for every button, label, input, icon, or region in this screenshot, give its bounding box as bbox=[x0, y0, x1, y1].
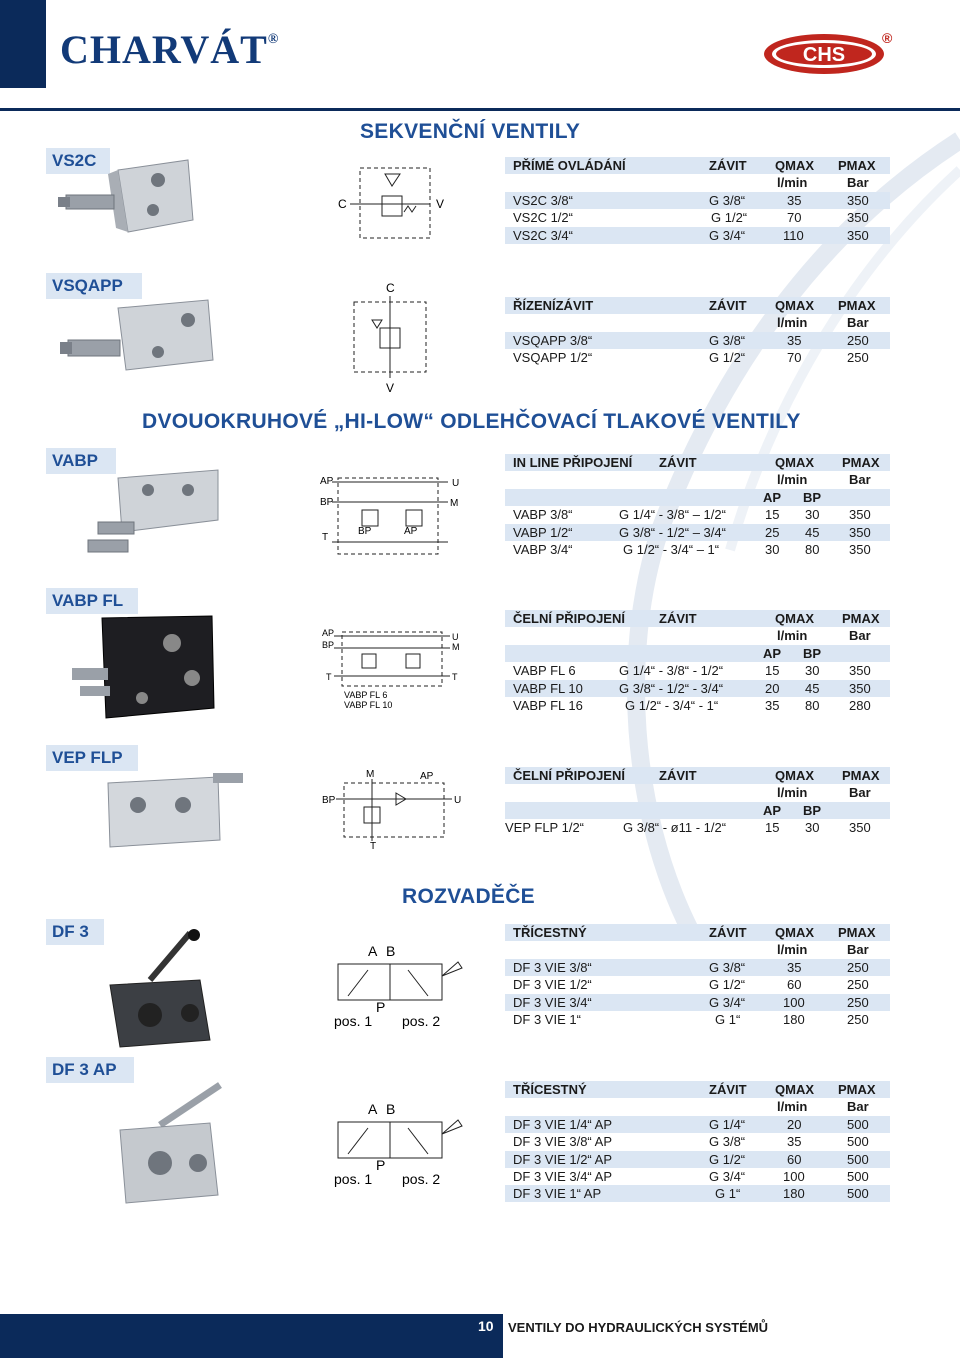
unit-qmax: l/min bbox=[777, 472, 808, 487]
page-number: 10 bbox=[478, 1318, 494, 1334]
unit-qmax: l/min bbox=[777, 942, 808, 957]
cell-qmax-bp: 80 bbox=[805, 542, 820, 557]
cell-type: DF 3 VIE 1“ AP bbox=[513, 1186, 602, 1201]
table-header-row bbox=[505, 767, 890, 784]
vep-flp-diagram-label-t: T bbox=[370, 841, 377, 852]
cell-type: VABP 3/8“ bbox=[513, 507, 573, 522]
table-row bbox=[505, 1185, 890, 1202]
cell-thread: G 3/8“ bbox=[709, 333, 746, 348]
vabp-fl-diagram-label-u: U bbox=[452, 632, 459, 642]
cell-qmax-ap: 15 bbox=[765, 663, 780, 678]
table-row bbox=[505, 524, 890, 541]
cell-pmax: 250 bbox=[847, 995, 869, 1010]
cell-pmax: 350 bbox=[849, 542, 871, 557]
col-header-thread: ZÁVIT bbox=[659, 768, 697, 783]
header-band bbox=[0, 0, 46, 88]
cell-type: DF 3 VIE 1/2“ bbox=[513, 977, 592, 992]
vabp-fl-diagram-label-t: T bbox=[326, 672, 332, 682]
cell-qmax: 70 bbox=[787, 350, 802, 365]
footer-bar bbox=[0, 1314, 503, 1358]
col-header-qmax: QMAX bbox=[775, 158, 814, 173]
product-tag-vep-flp: VEP FLP bbox=[46, 745, 138, 771]
subheader-ap: AP bbox=[763, 490, 782, 505]
subheader-ap: AP bbox=[763, 646, 782, 661]
cell-type: VABP FL 10 bbox=[513, 681, 583, 696]
col-header-qmax: QMAX bbox=[775, 925, 814, 940]
vsqapp-spec-table bbox=[505, 297, 890, 369]
cell-type: DF 3 VIE 3/8“ AP bbox=[513, 1134, 612, 1149]
col-header-type: TŘÍCESTNÝ bbox=[513, 925, 587, 940]
col-header-type: PŘÍMÉ OVLÁDÁNÍ bbox=[513, 158, 626, 173]
table-units-row bbox=[505, 314, 890, 331]
cell-pmax: 350 bbox=[849, 820, 871, 835]
df3-diagram-label-pos2: pos. 2 bbox=[402, 1013, 441, 1029]
cell-qmax: 110 bbox=[783, 228, 804, 243]
cell-thread: G 1/2“ bbox=[709, 977, 746, 992]
vabp-fl-hydraulic-diagram bbox=[320, 626, 464, 714]
cell-pmax: 500 bbox=[847, 1186, 869, 1201]
df3-hydraulic-diagram bbox=[328, 940, 468, 1030]
table-units-row bbox=[505, 941, 890, 958]
cell-thread: G 1/2“ bbox=[709, 350, 746, 365]
cell-thread: G 1/2“ - 3/4“ - 1“ bbox=[625, 698, 719, 713]
table-units-row bbox=[505, 784, 890, 801]
cell-pmax: 250 bbox=[847, 1012, 869, 1027]
cell-pmax: 250 bbox=[847, 977, 869, 992]
cell-type: VSQAPP 3/8“ bbox=[513, 333, 593, 348]
df3-ap-diagram-label-b: B bbox=[386, 1101, 396, 1117]
table-row bbox=[505, 994, 890, 1011]
vabp-fl-diagram-label-fl10: VABP FL 10 bbox=[344, 700, 393, 710]
cell-pmax: 350 bbox=[847, 210, 869, 225]
cell-type: DF 3 VIE 3/4“ bbox=[513, 995, 592, 1010]
unit-qmax: l/min bbox=[777, 1099, 808, 1114]
col-header-thread: ZÁVIT bbox=[709, 298, 747, 313]
subheader-bp: BP bbox=[803, 803, 822, 818]
cell-pmax: 280 bbox=[849, 698, 871, 713]
table-row bbox=[505, 662, 890, 679]
table-row bbox=[505, 209, 890, 226]
cell-pmax: 350 bbox=[849, 663, 871, 678]
vep-flp-diagram-label-u: U bbox=[454, 795, 462, 806]
cell-qmax-ap: 30 bbox=[765, 542, 780, 557]
cell-thread: G 1/4“ - 3/8“ – 1/2“ bbox=[619, 507, 726, 522]
cell-pmax: 500 bbox=[847, 1169, 869, 1184]
cell-qmax: 20 bbox=[787, 1117, 802, 1132]
table-row bbox=[505, 1011, 890, 1028]
vabp-fl-diagram-label-m: M bbox=[452, 642, 460, 652]
cell-qmax: 35 bbox=[787, 193, 802, 208]
vabp-diagram-label-bp2: BP bbox=[358, 526, 372, 537]
cell-qmax-bp: 30 bbox=[805, 663, 820, 678]
df3-spec-table bbox=[505, 924, 890, 1032]
unit-qmax: l/min bbox=[777, 315, 808, 330]
col-header-type: IN LINE PŘIPOJENÍ bbox=[513, 455, 633, 470]
table-row bbox=[505, 349, 890, 366]
cell-qmax: 35 bbox=[787, 1134, 802, 1149]
vabp-fl-spec-table bbox=[505, 610, 890, 716]
table-row bbox=[505, 959, 890, 976]
col-header-qmax: QMAX bbox=[775, 1082, 814, 1097]
cell-qmax: 100 bbox=[783, 995, 805, 1010]
product-tag-df3: DF 3 bbox=[46, 919, 104, 945]
cell-pmax: 350 bbox=[849, 507, 871, 522]
cell-thread: G 1/2“ bbox=[711, 210, 748, 225]
cell-qmax-bp: 80 bbox=[805, 698, 820, 713]
table-row bbox=[505, 697, 890, 714]
product-tag-df3-ap: DF 3 AP bbox=[46, 1057, 134, 1083]
cell-qmax: 35 bbox=[787, 333, 802, 348]
unit-pmax: Bar bbox=[847, 942, 869, 957]
cell-type: VABP 3/4“ bbox=[513, 542, 573, 557]
product-tag-vsqapp: VSQAPP bbox=[46, 273, 142, 299]
unit-qmax: l/min bbox=[777, 628, 808, 643]
col-header-type: ČELNÍ PŘIPOJENÍ bbox=[513, 768, 625, 783]
cell-qmax: 70 bbox=[787, 210, 802, 225]
cell-qmax-bp: 30 bbox=[805, 507, 820, 522]
unit-qmax: l/min bbox=[777, 175, 808, 190]
logo-reg-mark: ® bbox=[882, 30, 893, 46]
df3-ap-hydraulic-diagram bbox=[328, 1098, 468, 1188]
table-header-row bbox=[505, 1081, 890, 1098]
table-header-row bbox=[505, 157, 890, 174]
vep-flp-hydraulic-diagram bbox=[320, 765, 470, 855]
vsqapp-diagram-label-c: C bbox=[386, 281, 395, 295]
vabp-product-photo bbox=[78, 460, 228, 570]
vs2c-product-photo bbox=[58, 150, 198, 250]
product-tag-vabp-fl: VABP FL bbox=[46, 588, 138, 614]
df3-ap-diagram-label-pos1: pos. 1 bbox=[334, 1171, 373, 1187]
cell-thread: G 3/8“ bbox=[709, 1134, 746, 1149]
vsqapp-product-photo bbox=[58, 290, 218, 390]
table-header-row bbox=[505, 297, 890, 314]
vabp-diagram-label-m: M bbox=[450, 498, 459, 509]
unit-pmax: Bar bbox=[847, 1099, 869, 1114]
table-header-row bbox=[505, 454, 890, 471]
table-row bbox=[505, 819, 890, 836]
col-header-pmax: PMAX bbox=[838, 1082, 876, 1097]
col-header-thread: ZÁVIT bbox=[659, 611, 697, 626]
cell-qmax: 60 bbox=[787, 1152, 802, 1167]
df3-ap-product-photo bbox=[100, 1075, 250, 1215]
vep-flp-product-photo bbox=[98, 765, 248, 855]
table-row bbox=[505, 192, 890, 209]
table-row bbox=[505, 680, 890, 697]
cell-thread: G 1“ bbox=[715, 1186, 741, 1201]
brand-name: CHARVÁT bbox=[60, 27, 268, 72]
col-header-qmax: QMAX bbox=[775, 455, 814, 470]
cell-thread: G 3/4“ bbox=[709, 1169, 746, 1184]
cell-thread: G 3/8“ bbox=[709, 193, 746, 208]
cell-pmax: 250 bbox=[847, 350, 869, 365]
vs2c-hydraulic-diagram bbox=[330, 160, 460, 245]
brand-logo bbox=[60, 26, 279, 73]
vep-flp-diagram-label-m: M bbox=[366, 769, 375, 780]
cell-qmax-ap: 20 bbox=[765, 681, 780, 696]
vep-flp-diagram-label-ap: AP bbox=[420, 771, 434, 782]
subheader-bp: BP bbox=[803, 490, 822, 505]
cell-pmax: 350 bbox=[849, 681, 871, 696]
cell-type: DF 3 VIE 1“ bbox=[513, 1012, 581, 1027]
cell-thread: G 1/2“ - 3/4“ – 1“ bbox=[623, 542, 720, 557]
col-header-thread: ZÁVIT bbox=[709, 158, 747, 173]
chs-logo bbox=[762, 32, 887, 76]
table-row bbox=[505, 1133, 890, 1150]
cell-qmax: 35 bbox=[787, 960, 802, 975]
vabp-fl-diagram-label-ap: AP bbox=[322, 628, 335, 638]
cell-type: VABP FL 16 bbox=[513, 698, 583, 713]
cell-pmax: 500 bbox=[847, 1152, 869, 1167]
cell-qmax: 180 bbox=[783, 1186, 805, 1201]
df3-diagram-label-p: P bbox=[376, 999, 386, 1015]
vs2c-diagram-label-c: C bbox=[338, 197, 347, 211]
vsqapp-diagram-label-v: V bbox=[386, 381, 395, 395]
col-header-type: TŘÍCESTNÝ bbox=[513, 1082, 587, 1097]
subheader-bp: BP bbox=[803, 646, 822, 661]
col-header-pmax: PMAX bbox=[842, 611, 880, 626]
table-row bbox=[505, 541, 890, 558]
col-header-type: ČELNÍ PŘIPOJENÍ bbox=[513, 611, 625, 626]
section-title-rozvadece: ROZVADĚČE bbox=[402, 885, 535, 908]
cell-type: DF 3 VIE 3/8“ bbox=[513, 960, 592, 975]
table-row bbox=[505, 332, 890, 349]
vabp-diagram-label-u: U bbox=[452, 478, 460, 489]
col-header-thread: ZÁVIT bbox=[709, 925, 747, 940]
unit-pmax: Bar bbox=[849, 472, 871, 487]
col-header-pmax: PMAX bbox=[842, 768, 880, 783]
df3-diagram-label-pos1: pos. 1 bbox=[334, 1013, 373, 1029]
vep-flp-diagram-label-bp: BP bbox=[322, 795, 336, 806]
cell-type: VABP 1/2“ bbox=[513, 525, 573, 540]
unit-pmax: Bar bbox=[847, 315, 869, 330]
cell-pmax: 350 bbox=[847, 228, 869, 243]
cell-type: VABP FL 6 bbox=[513, 663, 576, 678]
cell-qmax: 60 bbox=[787, 977, 802, 992]
col-header-qmax: QMAX bbox=[775, 298, 814, 313]
vabp-diagram-label-ap: AP bbox=[320, 476, 334, 487]
table-units-row bbox=[505, 174, 890, 191]
df3-ap-diagram-label-a: A bbox=[368, 1101, 378, 1117]
unit-pmax: Bar bbox=[849, 628, 871, 643]
df3-product-photo bbox=[90, 925, 240, 1055]
cell-qmax-ap: 25 bbox=[765, 525, 780, 540]
cell-type: DF 3 VIE 3/4“ AP bbox=[513, 1169, 612, 1184]
cell-thread: G 3/8“ bbox=[709, 960, 746, 975]
table-subheader-row bbox=[505, 645, 890, 662]
unit-qmax: l/min bbox=[777, 785, 808, 800]
vabp-hydraulic-diagram bbox=[318, 472, 466, 564]
vabp-diagram-label-t: T bbox=[322, 532, 329, 543]
cell-qmax-ap: 15 bbox=[765, 820, 780, 835]
subheader-ap: AP bbox=[763, 803, 782, 818]
df3-ap-diagram-label-pos2: pos. 2 bbox=[402, 1171, 441, 1187]
vs2c-spec-table bbox=[505, 157, 890, 247]
cell-qmax-bp: 45 bbox=[805, 681, 820, 696]
unit-pmax: Bar bbox=[847, 175, 869, 190]
cell-pmax: 350 bbox=[849, 525, 871, 540]
df3-ap-diagram-label-p: P bbox=[376, 1157, 386, 1173]
cell-pmax: 250 bbox=[847, 960, 869, 975]
vs2c-diagram-label-v: V bbox=[436, 197, 445, 211]
col-header-pmax: PMAX bbox=[838, 158, 876, 173]
vsqapp-hydraulic-diagram bbox=[340, 280, 440, 395]
col-header-pmax: PMAX bbox=[838, 298, 876, 313]
table-units-row bbox=[505, 627, 890, 644]
col-header-pmax: PMAX bbox=[838, 925, 876, 940]
cell-pmax: 250 bbox=[847, 333, 869, 348]
footer-title: VENTILY DO HYDRAULICKÝCH SYSTÉMŮ bbox=[508, 1320, 769, 1335]
table-row bbox=[505, 227, 890, 244]
col-header-type: ŘÍZENÍZÁVIT bbox=[513, 298, 594, 313]
cell-pmax: 350 bbox=[847, 193, 869, 208]
cell-type: DF 3 VIE 1/4“ AP bbox=[513, 1117, 612, 1132]
cell-type: VS2C 3/4“ bbox=[513, 228, 573, 243]
table-header-row bbox=[505, 610, 890, 627]
df3-diagram-label-a: A bbox=[368, 943, 378, 959]
table-row bbox=[505, 1151, 890, 1168]
vabp-diagram-label-ap2: AP bbox=[404, 526, 418, 537]
cell-pmax: 500 bbox=[847, 1134, 869, 1149]
col-header-thread: ZÁVIT bbox=[709, 1082, 747, 1097]
table-row bbox=[505, 506, 890, 523]
brand-reg-mark: ® bbox=[267, 32, 280, 47]
col-header-pmax: PMAX bbox=[842, 455, 880, 470]
table-units-row bbox=[505, 471, 890, 488]
cell-type: VS2C 1/2“ bbox=[513, 210, 573, 225]
cell-thread: G 3/8“ - 1/2“ – 3/4“ bbox=[619, 525, 726, 540]
product-tag-vabp: VABP bbox=[46, 448, 116, 474]
cell-thread: G 3/8“ - 1/2“ - 3/4“ bbox=[619, 681, 724, 696]
table-row bbox=[505, 1116, 890, 1133]
table-units-row bbox=[505, 1098, 890, 1115]
cell-qmax-bp: 30 bbox=[805, 820, 820, 835]
table-subheader-row bbox=[505, 802, 890, 819]
vabp-fl-diagram-label-bp: BP bbox=[322, 640, 335, 650]
product-tag-vs2c: VS2C bbox=[46, 148, 110, 174]
table-row bbox=[505, 976, 890, 993]
cell-thread: G 3/8“ - ø11 - 1/2“ bbox=[623, 820, 727, 835]
vabp-spec-table bbox=[505, 454, 890, 560]
cell-qmax: 100 bbox=[783, 1169, 805, 1184]
table-row bbox=[505, 1168, 890, 1185]
vabp-fl-diagram-label-t2: T bbox=[452, 672, 458, 682]
chs-logo-text: CHS bbox=[802, 44, 846, 66]
table-header-row bbox=[505, 924, 890, 941]
cell-thread: G 3/4“ bbox=[709, 228, 746, 243]
section-title-sekvencni: SEKVENČNÍ VENTILY bbox=[360, 120, 581, 143]
df3-ap-spec-table bbox=[505, 1081, 890, 1206]
vabp-fl-diagram-label-fl6: VABP FL 6 bbox=[344, 690, 388, 700]
cell-type: VEP FLP 1/2“ bbox=[505, 820, 585, 835]
cell-qmax: 180 bbox=[783, 1012, 805, 1027]
cell-thread: G 1/2“ bbox=[709, 1152, 746, 1167]
col-header-thread: ZÁVIT bbox=[659, 455, 697, 470]
cell-qmax-ap: 15 bbox=[765, 507, 780, 522]
unit-pmax: Bar bbox=[849, 785, 871, 800]
cell-type: DF 3 VIE 1/2“ AP bbox=[513, 1152, 612, 1167]
table-subheader-row bbox=[505, 489, 890, 506]
cell-thread: G 1/4“ bbox=[709, 1117, 746, 1132]
vep-flp-spec-table bbox=[505, 767, 890, 839]
col-header-qmax: QMAX bbox=[775, 611, 814, 626]
vabp-fl-product-photo bbox=[62, 608, 252, 728]
cell-thread: G 3/4“ bbox=[709, 995, 746, 1010]
cell-thread: G 1/4“ - 3/8“ - 1/2“ bbox=[619, 663, 724, 678]
cell-thread: G 1“ bbox=[715, 1012, 741, 1027]
vabp-diagram-label-bp: BP bbox=[320, 497, 334, 508]
cell-qmax-ap: 35 bbox=[765, 698, 780, 713]
cell-qmax-bp: 45 bbox=[805, 525, 820, 540]
section-title-dvouokruhove: DVOUOKRUHOVÉ „HI-LOW“ ODLEHČOVACÍ TLAKOVÉ VENTILY bbox=[142, 410, 801, 433]
cell-type: VS2C 3/8“ bbox=[513, 193, 573, 208]
df3-diagram-label-b: B bbox=[386, 943, 396, 959]
col-header-qmax: QMAX bbox=[775, 768, 814, 783]
cell-type: VSQAPP 1/2“ bbox=[513, 350, 593, 365]
cell-pmax: 500 bbox=[847, 1117, 869, 1132]
